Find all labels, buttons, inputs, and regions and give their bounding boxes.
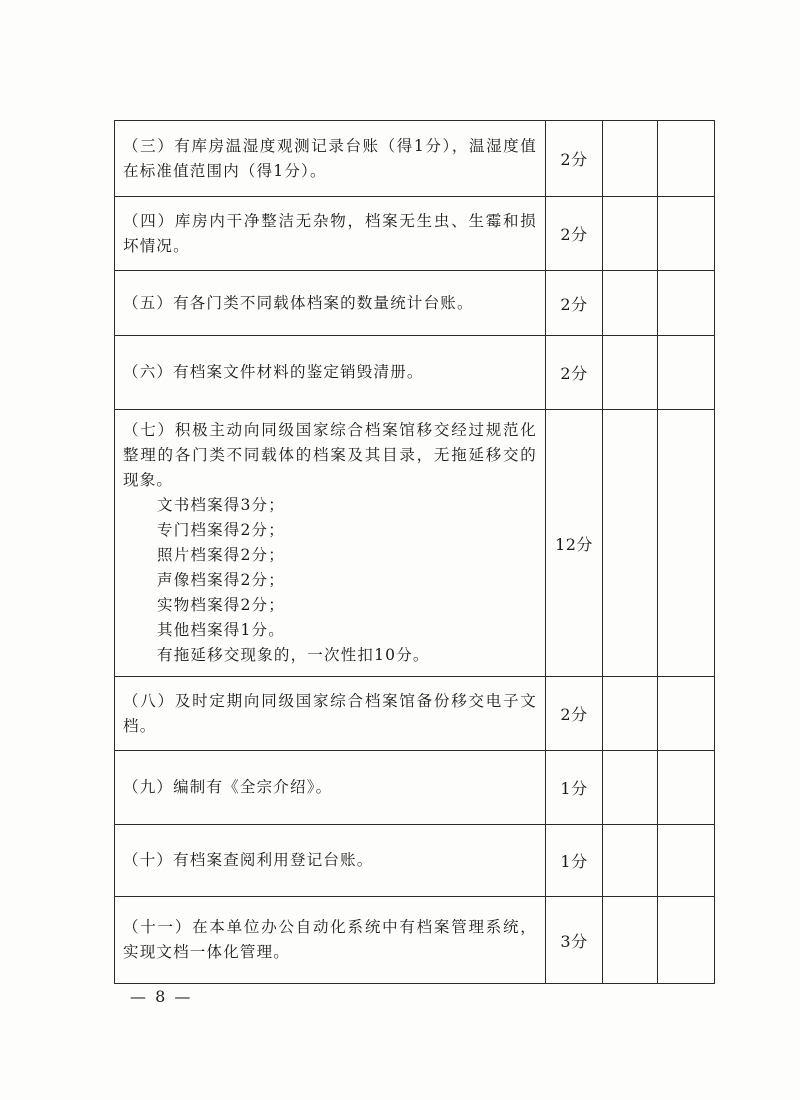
criterion-text: （九）编制有《全宗介绍》。	[115, 751, 546, 825]
table-row	[115, 677, 715, 751]
sub-item: 声像档案得2分；	[157, 571, 285, 589]
score-cell: 3分	[546, 897, 603, 984]
table-row	[115, 121, 715, 197]
criterion-text: （六）有档案文件材料的鉴定销毁清册。	[115, 336, 546, 410]
scoring-table	[114, 120, 715, 984]
sub-item: 文书档案得3分；	[157, 496, 285, 514]
table-row	[115, 271, 715, 336]
score-cell: 2分	[546, 677, 603, 751]
blank-cell	[603, 336, 658, 410]
sub-item: 实物档案得2分；	[157, 596, 285, 614]
blank-cell	[658, 897, 715, 984]
blank-cell	[603, 677, 658, 751]
score-cell: 2分	[546, 197, 603, 271]
blank-cell	[658, 677, 715, 751]
table-row	[115, 897, 715, 984]
criterion-text: （三）有库房温湿度观测记录台账（得1分），温湿度值在标准值范围内（得1分）。	[115, 121, 546, 197]
sub-item: 照片档案得2分；	[157, 546, 285, 564]
table-row	[115, 336, 715, 410]
blank-cell	[658, 825, 715, 897]
blank-cell	[603, 410, 658, 677]
blank-cell	[603, 271, 658, 336]
criterion-text: （八）及时定期向同级国家综合档案馆备份移交电子文档。	[115, 677, 546, 751]
table-row	[115, 825, 715, 897]
criterion-text: （五）有各门类不同载体档案的数量统计台账。	[115, 271, 546, 336]
criterion-text: （四）库房内干净整洁无杂物，档案无生虫、生霉和损坏情况。	[115, 197, 546, 271]
blank-cell	[603, 197, 658, 271]
score-cell: 2分	[546, 271, 603, 336]
blank-cell	[658, 271, 715, 336]
blank-cell	[658, 410, 715, 677]
blank-cell	[603, 825, 658, 897]
blank-cell	[603, 897, 658, 984]
table-row	[115, 410, 715, 677]
blank-cell	[658, 121, 715, 197]
score-cell: 12分	[546, 410, 603, 677]
criterion-text: （十一）在本单位办公自动化系统中有档案管理系统，实现文档一体化管理。	[115, 897, 546, 984]
table-row	[115, 197, 715, 271]
score-cell: 1分	[546, 751, 603, 825]
criterion-main: （七）积极主动向同级国家综合档案馆移交经过规范化整理的各门类不同载体的档案及其目录，无拖延移交的现象。	[123, 421, 537, 489]
blank-cell	[658, 197, 715, 271]
criterion-text	[115, 410, 546, 677]
sub-item: 其他档案得1分。	[157, 621, 285, 639]
sub-item: 专门档案得2分；	[157, 521, 285, 539]
criterion-text: （十）有档案查阅利用登记台账。	[115, 825, 546, 897]
page-number: — 8 —	[130, 987, 193, 1006]
blank-cell	[603, 751, 658, 825]
score-cell: 2分	[546, 336, 603, 410]
blank-cell	[603, 121, 658, 197]
sub-item: 有拖延移交现象的，一次性扣10分。	[157, 646, 430, 664]
blank-cell	[658, 336, 715, 410]
score-cell: 1分	[546, 825, 603, 897]
table-row	[115, 751, 715, 825]
score-cell: 2分	[546, 121, 603, 197]
blank-cell	[658, 751, 715, 825]
